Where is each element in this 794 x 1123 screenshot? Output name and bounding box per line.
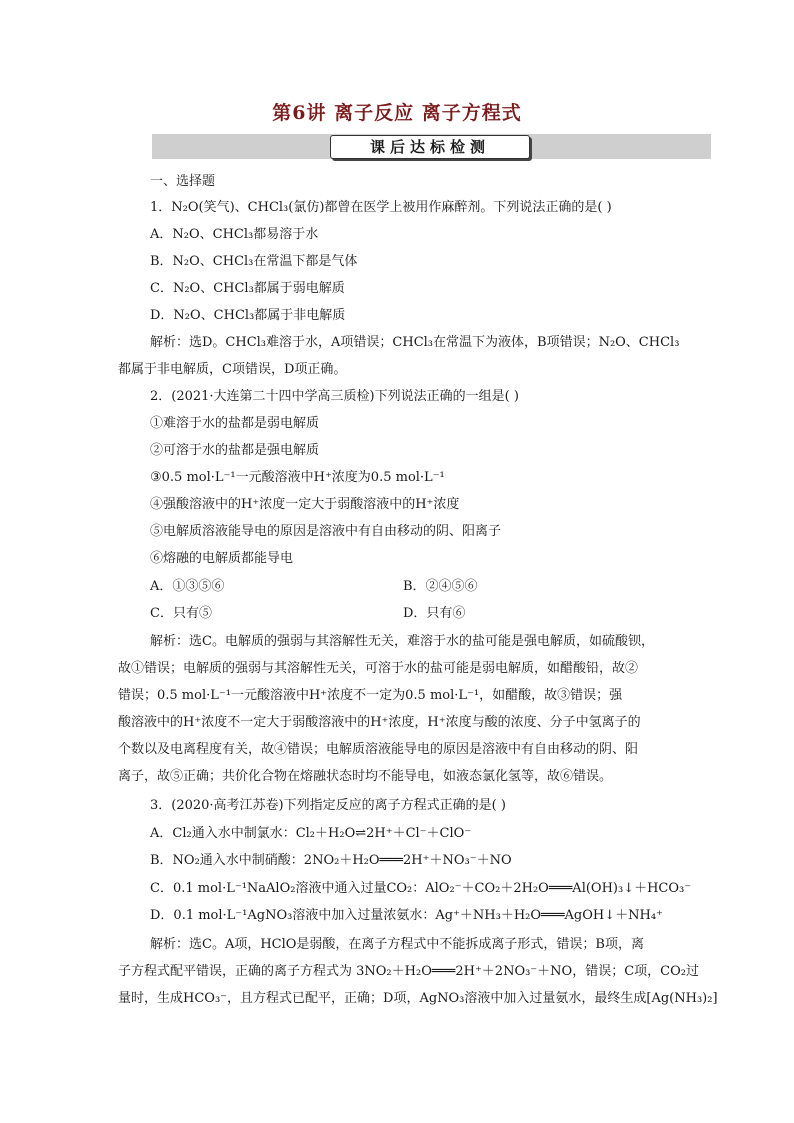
text-line: ②可溶于水的盐都是强电解质 xyxy=(150,443,320,458)
text-line: ①难溶于水的盐都是弱电解质 xyxy=(150,416,320,431)
text-line: 1．N₂O(笑气)、CHCl₃(氯仿)都曾在医学上被用作麻醉剂。下列说法正确的是( ) xyxy=(150,200,612,215)
text-line: A．Cl₂通入水中制氯水：Cl₂＋H₂O⇌2H⁺＋Cl⁻＋ClO⁻ xyxy=(150,826,472,841)
text-line: 解析：选C。A项，HClO是弱酸，在离子方程式中不能拆成离子形式，错误；B项，离 xyxy=(150,937,644,952)
text-line: ④强酸溶液中的H⁺浓度一定大于弱酸溶液中的H⁺浓度 xyxy=(150,497,460,512)
text-line: C．0.1 mol·L⁻¹NaAlO₂溶液中通入过量CO₂：AlO₂⁻＋CO₂＋2H₂O═══Al(OH)₃↓＋HCO₃⁻ xyxy=(150,881,692,896)
text-line: 解析：选D。CHCl₃难溶于水，A项错误；CHCl₃在常温下为液体，B项错误；N₂O、CHCl₃ xyxy=(150,335,680,350)
text-line: 个数以及电离程度有关，故④错误；电解质溶液能导电的原因是溶液中有自由移动的阴、阳 xyxy=(118,742,639,757)
option-left: C．只有⑤ xyxy=(150,606,212,621)
option-right: B．②④⑤⑥ xyxy=(403,579,478,594)
text-line: 故①错误；电解质的强弱与其溶解性无关，可溶于水的盐可能是弱电解质，如醋酸铅，故② xyxy=(118,661,639,676)
text-line: ⑤电解质溶液能导电的原因是溶液中有自由移动的阴、阳离子 xyxy=(150,524,502,539)
option-right: D．只有⑥ xyxy=(403,606,466,621)
text-line: 量时，生成HCO₃⁻，且方程式已配平，正确；D项，AgNO₃溶液中加入过量氨水，最终生成[Ag(NH₃)₂] xyxy=(118,991,718,1006)
text-line: 一、选择题 xyxy=(150,174,216,189)
text-line: 错误；0.5 mol·L⁻¹一元酸溶液中H⁺浓度不一定为0.5 mol·L⁻¹，如醋酸，故③错误；强 xyxy=(118,688,623,703)
text-line: 2．(2021·大连第二十四中学高三质检)下列说法正确的一组是( ) xyxy=(150,389,519,404)
text-line: A．N₂O、CHCl₃都易溶于水 xyxy=(150,227,319,242)
text-line: 3．(2020·高考江苏卷)下列指定反应的离子方程式正确的是( ) xyxy=(150,798,506,813)
text-line: 解析：选C。电解质的强弱与其溶解性无关，难溶于水的盐可能是强电解质，如硫酸钡， xyxy=(150,634,654,649)
text-line: ⑥熔融的电解质都能导电 xyxy=(150,551,294,566)
text-line: B．NO₂通入水中制硝酸：2NO₂＋H₂O═══2H⁺＋NO₃⁻＋NO xyxy=(150,853,512,868)
text-line: ③0.5 mol·L⁻¹一元酸溶液中H⁺浓度为0.5 mol·L⁻¹ xyxy=(150,470,445,485)
section-badge: 课后达标检测 xyxy=(330,135,530,159)
text-line: B．N₂O、CHCl₃在常温下都是气体 xyxy=(150,254,358,269)
text-line: D．N₂O、CHCl₃都属于非电解质 xyxy=(150,308,346,323)
text-line: 子方程式配平错误，正确的离子方程式为 3NO₂＋H₂O═══2H⁺＋2NO₃⁻＋NO，错误；C项，CO₂过 xyxy=(118,964,699,979)
text-line: 离子，故⑤正确；共价化合物在熔融状态时均不能导电，如液态氯化氢等，故⑥错误。 xyxy=(118,769,613,784)
page-title: 第6讲 离子反应 离子方程式 xyxy=(272,102,522,124)
text-line: 都属于非电解质，C项错误，D项正确。 xyxy=(118,362,347,377)
text-line: C．N₂O、CHCl₃都属于弱电解质 xyxy=(150,281,345,296)
text-line: D．0.1 mol·L⁻¹AgNO₃溶液中加入过量浓氨水：Ag⁺＋NH₃＋H₂O═══AgOH↓＋NH₄⁺ xyxy=(150,908,663,923)
text-line: 酸溶液中的H⁺浓度不一定大于弱酸溶液中的H⁺浓度，H⁺浓度与酸的浓度、分子中氢离子的 xyxy=(118,715,641,730)
option-left: A．①③⑤⑥ xyxy=(150,579,225,594)
